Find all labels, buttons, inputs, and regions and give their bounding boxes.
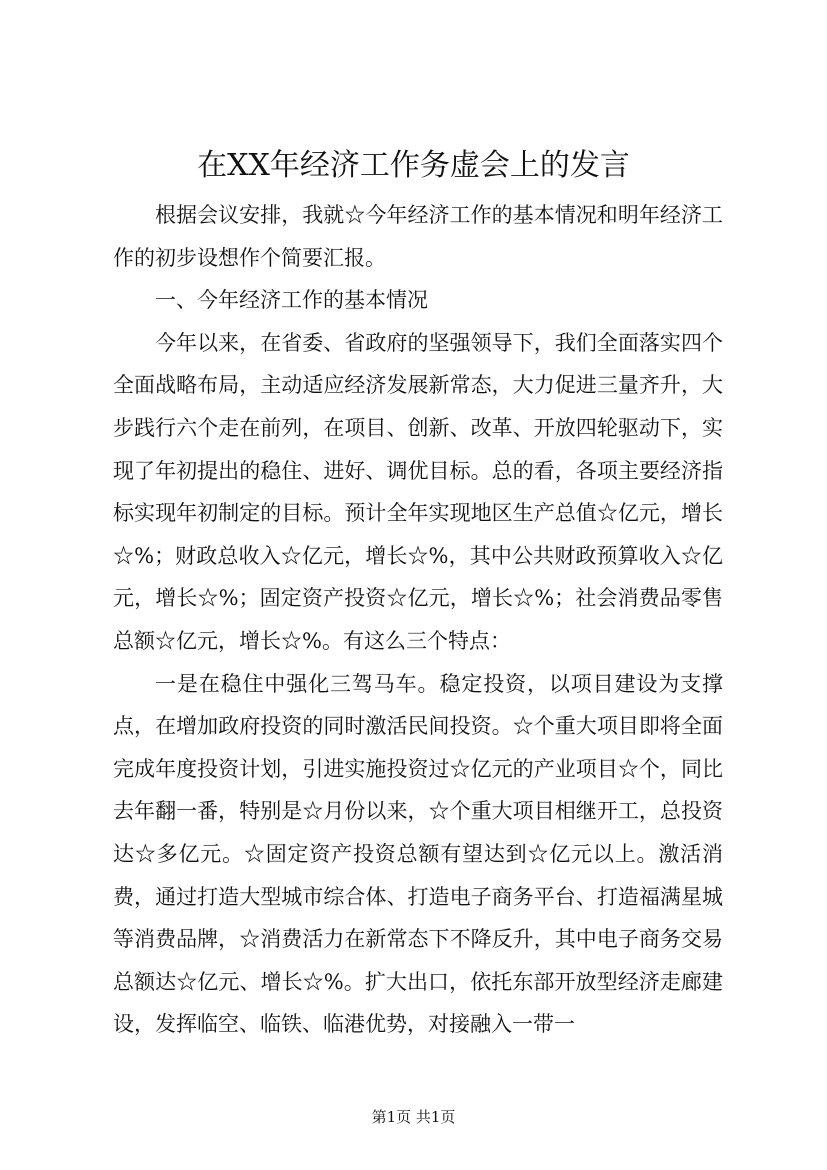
document-body (113, 194, 723, 1046)
page-footer: 第1页 共1页 (371, 1108, 456, 1126)
paragraph-point-one: 一是在稳住中强化三驾马车。稳定投资，以项目建设为支撑点，在增加政府投资的同时激活民间投资。☆个重大项目即将全面完成年度投资计划，引进实施投资过☆亿元的产业项目☆个，同比去年翻一番，特别是☆月份以来，☆个重大项目相继开工，总投资达☆多亿元。☆固定资产投资总额有望达到☆亿元以上。激活消费，通过打造大型城市综合体、打造电子商务平台、打造福满星城等消费品牌，☆消费活力在新常态下不降反升，其中电子商务交易总额达☆亿元、增长☆%。扩大出口，依托东部开放型经济走廊建设，发挥临空、临铁、临港优势，对接融入一带一 (113, 671, 723, 1037)
section-heading: 一、今年经济工作的基本情况 (155, 288, 428, 313)
document-title: 在XX年经济工作务虚会上的发言 (197, 148, 630, 183)
paragraph-intro: 根据会议安排，我就☆今年经济工作的基本情况和明年经济工作的初步设想作个简要汇报。 (113, 203, 723, 270)
paragraph-overview: 今年以来，在省委、省政府的坚强领导下，我们全面落实四个全面战略布局，主动适应经济发展新常态，大力促进三量齐升，大步践行六个走在前列，在项目、创新、改革、开放四轮驱动下，实现了年初提出的稳住、进好、调优目标。总的看，各项主要经济指标实现年初制定的目标。预计全年实现地区生产总值☆亿元，增长☆%；财政总收入☆亿元，增长☆%，其中公共财政预算收入☆亿元，增长☆%；固定资产投资☆亿元，增长☆%；社会消费品零售总额☆亿元，增长☆%。有这么三个特点： (113, 330, 723, 653)
